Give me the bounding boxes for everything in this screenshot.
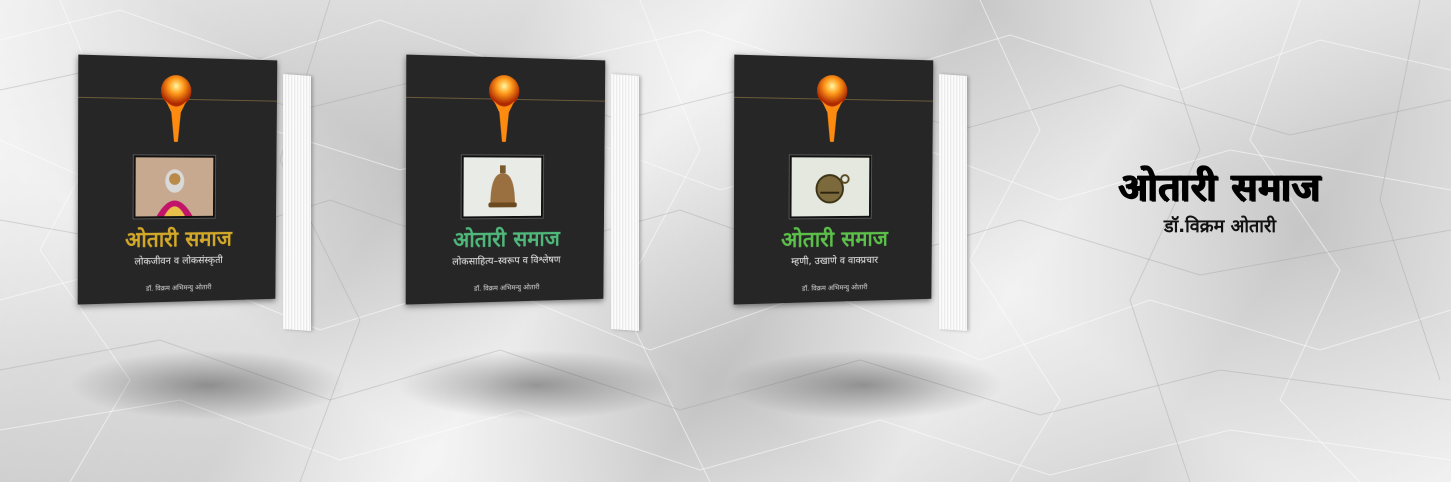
book-subtitle: लोकजीवन व लोकसंस्कृती — [134, 255, 223, 268]
book-author: डॉ. विक्रम अभिमन्यु ओतारी — [145, 283, 212, 293]
ghungroo-bell-photo — [790, 155, 872, 218]
book-shadow — [724, 350, 1004, 420]
book-cover — [734, 55, 934, 305]
book-cover — [406, 55, 606, 305]
book-cover — [78, 55, 278, 305]
book-2[interactable] — [406, 50, 651, 335]
book-pages — [611, 74, 639, 331]
banner-author: डॉ.विक्रम ओतारी — [1163, 216, 1276, 237]
book-shadow — [396, 350, 676, 420]
book-title: ओतारी समाज — [453, 227, 560, 254]
book-pages — [283, 74, 311, 331]
molten-metal-icon — [482, 73, 526, 142]
book-3[interactable] — [734, 50, 979, 335]
molten-metal-icon — [810, 73, 854, 142]
book-title: ओतारी समाज — [781, 227, 888, 254]
book-subtitle: लोकसाहित्य–स्वरूप व विश्लेषण — [452, 254, 561, 268]
book-shadow — [68, 350, 348, 420]
banner-title: ओतारी समाज — [1118, 165, 1322, 209]
molten-metal-icon — [154, 73, 198, 142]
brass-bell-photo — [462, 155, 544, 218]
book-1[interactable] — [78, 50, 323, 335]
book-subtitle: म्हणी, उखाणे व वाक्प्रचार — [791, 255, 879, 268]
book-title: ओतारी समाज — [125, 227, 232, 254]
book-pages — [939, 74, 967, 331]
book-author: डॉ. विक्रम अभिमन्यु ओतारी — [473, 283, 540, 293]
deity-idol-photo — [134, 155, 216, 218]
book-author: डॉ. विक्रम अभिमन्यु ओतारी — [801, 283, 868, 293]
